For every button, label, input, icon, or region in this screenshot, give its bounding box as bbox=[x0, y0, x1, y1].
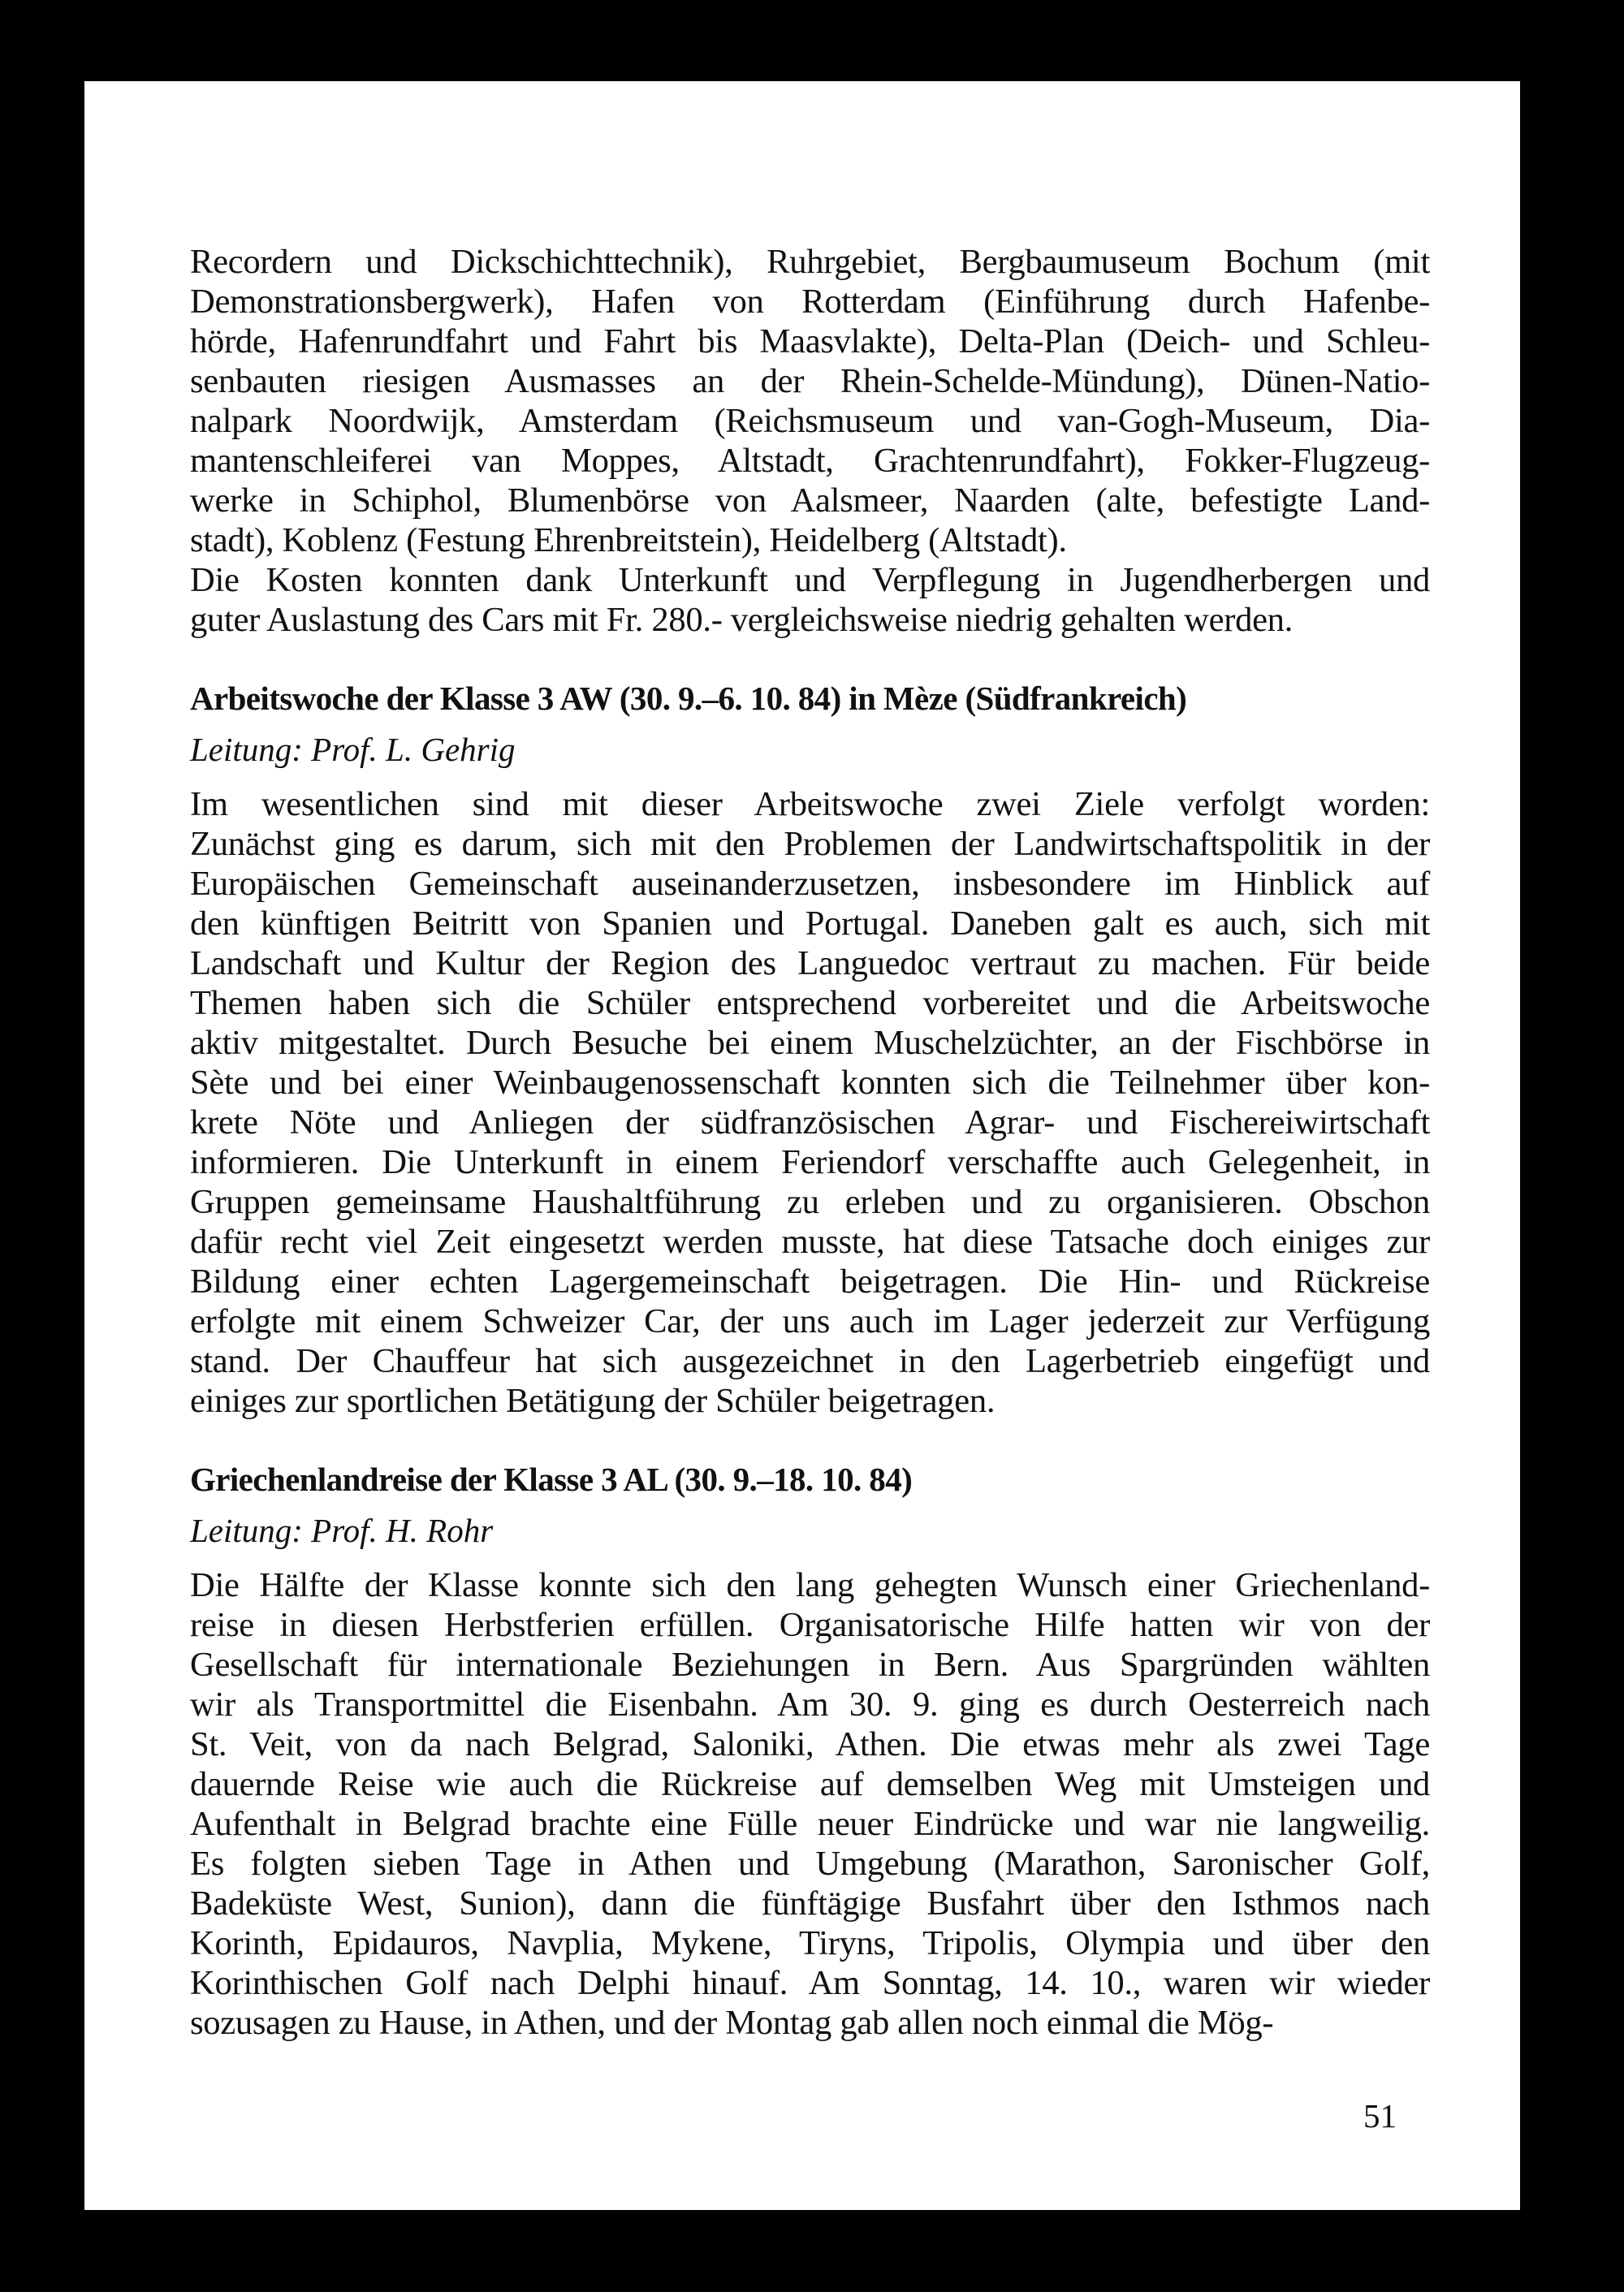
section-heading-arbeitswoche: Arbeitswoche der Klasse 3 AW (30. 9.–6. 10. 84) in Mèze (Südfrankreich) bbox=[190, 680, 1187, 717]
text-line: Gruppen gemeinsame Haushaltführung zu erleben und zu organisieren. Obschon bbox=[190, 1183, 1430, 1221]
text-line: dafür recht viel Zeit eingesetzt werden musste, hat diese Tatsache doch einiges zur bbox=[190, 1223, 1430, 1261]
text-line: Zunächst ging es darum, sich mit den Problemen der Landwirtschaftspolitik in der bbox=[190, 825, 1430, 863]
text-line: nalpark Noordwijk, Amsterdam (Reichsmuseum und van-Gogh-Museum, Dia- bbox=[190, 402, 1430, 440]
document-page bbox=[84, 81, 1520, 2210]
text-line: hörde, Hafenrundfahrt und Fahrt bis Maasvlakte), Delta-Plan (Deich- und Schleu- bbox=[190, 322, 1430, 360]
text-line: aktiv mitgestaltet. Durch Besuche bei einem Muschelzüchter, an der Fischbörse in bbox=[190, 1024, 1430, 1062]
text-line: informieren. Die Unterkunft in einem Feriendorf verschaffte auch Gelegenheit, in bbox=[190, 1143, 1430, 1181]
section-heading-griechenlandreise: Griechenlandreise der Klasse 3 AL (30. 9.–18. 10. 84) bbox=[190, 1461, 913, 1498]
text-line: einiges zur sportlichen Betätigung der Schüler beigetragen. bbox=[190, 1382, 996, 1420]
text-line: St. Veit, von da nach Belgrad, Saloniki, Athen. Die etwas mehr als zwei Tage bbox=[190, 1725, 1430, 1763]
text-line: erfolgte mit einem Schweizer Car, der uns auch im Lager jederzeit zur Verfügung bbox=[190, 1302, 1430, 1340]
text-line: Recordern und Dickschichttechnik), Ruhrgebiet, Bergbaumuseum Bochum (mit bbox=[190, 243, 1430, 281]
text-line: Es folgten sieben Tage in Athen und Umgebung (Marathon, Saronischer Golf, bbox=[190, 1845, 1430, 1883]
text-line: wir als Transportmittel die Eisenbahn. Am 30. 9. ging es durch Oesterreich nach bbox=[190, 1686, 1430, 1724]
text-line: stand. Der Chauffeur hat sich ausgezeichnet in den Lagerbetrieb eingefügt und bbox=[190, 1342, 1430, 1380]
section-leitung-rohr: Leitung: Prof. H. Rohr bbox=[190, 1512, 494, 1549]
text-line: Europäischen Gemeinschaft auseinanderzusetzen, insbesondere im Hinblick auf bbox=[190, 865, 1430, 903]
text-line: Die Kosten konnten dank Unterkunft und Verpflegung in Jugendherbergen und bbox=[190, 561, 1430, 599]
intro-paragraph bbox=[190, 242, 1430, 640]
text-line: sozusagen zu Hause, in Athen, und der Montag gab allen noch einmal die Mög- bbox=[190, 2004, 1274, 2042]
text-line: Bildung einer echten Lagergemeinschaft beigetragen. Die Hin- und Rückreise bbox=[190, 1263, 1430, 1301]
text-line: werke in Schiphol, Blumenbörse von Aalsmeer, Naarden (alte, befestigte Land- bbox=[190, 481, 1430, 520]
text-line: krete Nöte und Anliegen der südfranzösischen Agrar- und Fischereiwirtschaft bbox=[190, 1103, 1430, 1142]
page-content bbox=[190, 242, 1430, 2043]
text-line: Sète und bei einer Weinbaugenossenschaft konnten sich die Teilnehmer über kon- bbox=[190, 1064, 1430, 1102]
text-line: Korinthischen Golf nach Delphi hinauf. Am Sonntag, 14. 10., waren wir wieder bbox=[190, 1964, 1430, 2002]
text-line: Gesellschaft für internationale Beziehungen in Bern. Aus Spargründen wählten bbox=[190, 1646, 1430, 1684]
text-line: Die Hälfte der Klasse konnte sich den lang gehegten Wunsch einer Griechenland- bbox=[190, 1566, 1430, 1604]
text-line: den künftigen Beitritt von Spanien und Portugal. Daneben galt es auch, sich mit bbox=[190, 904, 1430, 943]
text-line: reise in diesen Herbstferien erfüllen. Organisatorische Hilfe hatten wir von der bbox=[190, 1606, 1430, 1644]
text-line: Korinth, Epidauros, Navplia, Mykene, Tiryns, Tripolis, Olympia und über den bbox=[190, 1924, 1430, 1962]
text-line: Im wesentlichen sind mit dieser Arbeitswoche zwei Ziele verfolgt worden: bbox=[190, 785, 1430, 823]
text-line: Badeküste West, Sunion), dann die fünftägige Busfahrt über den Isthmos nach bbox=[190, 1884, 1430, 1923]
text-line: Themen haben sich die Schüler entsprechend vorbereitet und die Arbeitswoche bbox=[190, 984, 1430, 1022]
text-line: stadt), Koblenz (Festung Ehrenbreitstein), Heidelberg (Altstadt). bbox=[190, 521, 1067, 559]
text-line: mantenschleiferei van Moppes, Altstadt, Grachtenrundfahrt), Fokker-Flugzeug- bbox=[190, 442, 1430, 480]
page-number: 51 bbox=[1363, 2097, 1397, 2134]
arbeitswoche-paragraph bbox=[190, 784, 1430, 1421]
text-line: Landschaft und Kultur der Region des Languedoc vertraut zu machen. Für beide bbox=[190, 944, 1430, 982]
text-line: guter Auslastung des Cars mit Fr. 280.- vergleichsweise niedrig gehalten werden. bbox=[190, 601, 1294, 639]
text-line: dauernde Reise wie auch die Rückreise auf demselben Weg mit Umsteigen und bbox=[190, 1765, 1430, 1803]
griechenlandreise-paragraph bbox=[190, 1565, 1430, 2043]
text-line: Demonstrationsbergwerk), Hafen von Rotterdam (Einführung durch Hafenbe- bbox=[190, 283, 1430, 321]
text-line: senbauten riesigen Ausmasses an der Rhein-Schelde-Mündung), Dünen-Natio- bbox=[190, 362, 1430, 400]
section-leitung-gehrig: Leitung: Prof. L. Gehrig bbox=[190, 731, 516, 768]
text-line: Aufenthalt in Belgrad brachte eine Fülle neuer Eindrücke und war nie langweilig. bbox=[190, 1805, 1430, 1843]
